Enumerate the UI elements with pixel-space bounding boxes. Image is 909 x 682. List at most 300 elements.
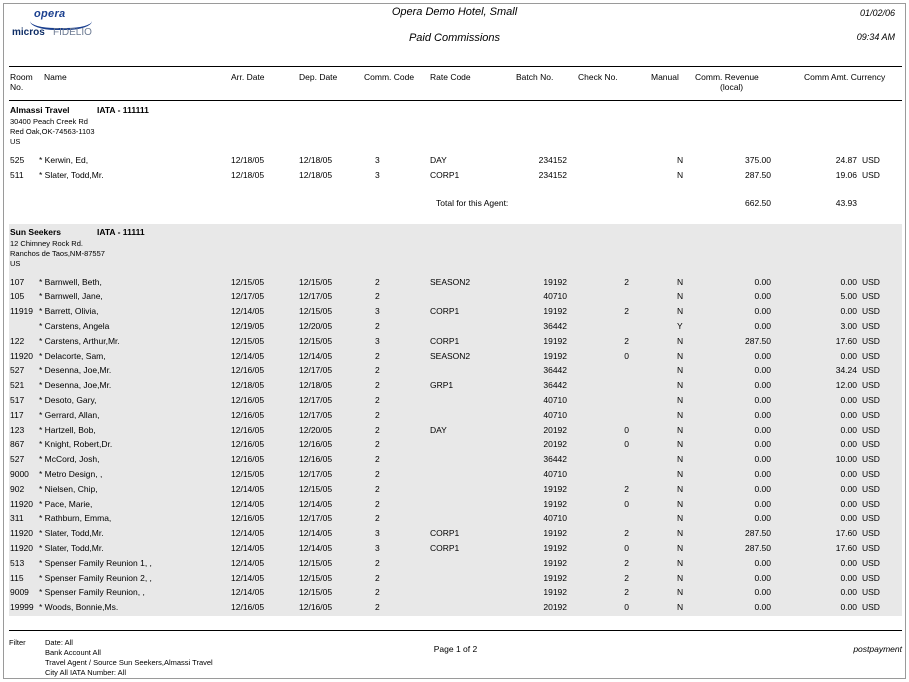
cell-arrival-date: 12/14/05 <box>231 498 265 509</box>
cell-rate-code: DAY <box>430 155 447 165</box>
cell-guest-name: * Metro Design, , <box>39 468 103 479</box>
report-hotel-title: Opera Demo Hotel, Small <box>391 6 518 18</box>
cell-check-no: 0 <box>624 439 629 450</box>
cell-comm-revenue: 0.00 <box>754 439 771 450</box>
cell-currency: USD <box>862 350 880 361</box>
cell-comm-revenue: 0.00 <box>754 483 771 494</box>
cell-batch-no: 19192 <box>543 483 567 494</box>
footer-filter-line: City All IATA Number: All <box>45 668 126 677</box>
cell-departure-date: 12/15/05 <box>299 557 333 568</box>
cell-room-no: 527 <box>10 365 25 376</box>
cell-guest-name: * Desenna, Joe,Mr. <box>39 365 112 376</box>
cell-guest-name: * Kerwin, Ed, <box>39 155 89 165</box>
cell-currency: USD <box>862 439 880 450</box>
cell-departure-date: 12/20/05 <box>299 320 333 331</box>
cell-arrival-date: 12/14/05 <box>231 542 265 553</box>
table-row[interactable] <box>9 350 902 365</box>
cell-arrival-date: 12/18/05 <box>231 169 265 180</box>
cell-comm-amount: 3.00 <box>840 320 857 331</box>
cell-currency: USD <box>862 557 880 568</box>
cell-comm-code: 2 <box>375 454 380 465</box>
cell-arrival-date: 12/18/05 <box>231 155 265 165</box>
table-row[interactable] <box>9 276 902 291</box>
cell-batch-no: 40710 <box>543 291 567 302</box>
table-row[interactable] <box>9 290 902 305</box>
cell-manual: N <box>677 169 684 180</box>
cell-manual: N <box>677 528 684 539</box>
cell-comm-amount: 0.00 <box>840 424 857 435</box>
cell-comm-amount: 12.00 <box>835 380 857 391</box>
cell-room-no: 115 <box>10 572 24 583</box>
cell-comm-amount: 0.00 <box>840 409 857 420</box>
cell-currency: USD <box>862 306 880 317</box>
cell-departure-date: 12/20/05 <box>299 424 333 435</box>
cell-currency: USD <box>862 468 880 479</box>
cell-manual: N <box>677 306 684 317</box>
cell-comm-amount: 17.60 <box>835 542 857 553</box>
table-row[interactable] <box>9 154 902 169</box>
cell-comm-revenue: 0.00 <box>754 454 771 465</box>
cell-departure-date: 12/16/05 <box>299 439 333 450</box>
cell-comm-code: 2 <box>375 424 380 435</box>
footer-filter-line: Bank Account All <box>45 648 101 657</box>
cell-manual: N <box>677 350 684 361</box>
cell-comm-revenue: 0.00 <box>754 394 771 405</box>
cell-comm-code: 2 <box>375 498 380 509</box>
cell-currency: USD <box>862 276 880 287</box>
agent-address-line: 30400 Peach Creek Rd <box>10 117 88 126</box>
cell-arrival-date: 12/14/05 <box>231 587 265 598</box>
table-row[interactable] <box>9 409 902 424</box>
cell-batch-no: 19192 <box>543 587 567 598</box>
cell-comm-amount: 0.00 <box>840 439 857 450</box>
cell-currency: USD <box>862 380 880 391</box>
cell-comm-revenue: 0.00 <box>754 424 771 435</box>
cell-batch-no: 19192 <box>543 572 567 583</box>
cell-check-no: 2 <box>624 335 629 346</box>
cell-arrival-date: 12/16/05 <box>231 365 265 376</box>
cell-room-no: 517 <box>10 394 25 405</box>
footer-divider <box>9 630 902 631</box>
cell-manual: N <box>677 542 684 553</box>
cell-rate-code: CORP1 <box>430 542 460 553</box>
table-row[interactable] <box>9 305 902 320</box>
cell-batch-no: 36442 <box>543 454 567 465</box>
cell-comm-code: 2 <box>375 468 380 479</box>
cell-departure-date: 12/17/05 <box>299 291 333 302</box>
cell-comm-code: 3 <box>375 528 380 539</box>
cell-currency: USD <box>862 454 880 465</box>
cell-guest-name: * Gerrard, Allan, <box>39 409 100 420</box>
cell-room-no: 527 <box>10 454 25 465</box>
cell-comm-revenue: 0.00 <box>754 291 771 302</box>
cell-guest-name: * Barrett, Olivia, <box>39 306 99 317</box>
cell-guest-name: * Spenser Family Reunion 2, , <box>39 572 152 583</box>
cell-room-no: 117 <box>10 409 24 420</box>
table-row[interactable] <box>9 394 902 409</box>
cell-room-no: 11919 <box>10 306 34 317</box>
agent-total-revenue: 662.50 <box>745 197 771 208</box>
cell-comm-code: 2 <box>375 394 380 405</box>
cell-arrival-date: 12/17/05 <box>231 291 265 302</box>
cell-manual: N <box>677 602 684 613</box>
cell-comm-revenue: 0.00 <box>754 602 771 613</box>
cell-batch-no: 40710 <box>543 394 567 405</box>
cell-arrival-date: 12/14/05 <box>231 572 265 583</box>
cell-manual: N <box>677 439 684 450</box>
cell-guest-name: * Spenser Family Reunion, , <box>39 587 145 598</box>
cell-comm-code: 3 <box>375 335 380 346</box>
cell-check-no: 2 <box>624 587 629 598</box>
cell-guest-name: * Pace, Marie, <box>39 498 93 509</box>
table-row[interactable] <box>9 320 902 335</box>
cell-comm-code: 2 <box>375 572 380 583</box>
cell-departure-date: 12/15/05 <box>299 335 333 346</box>
cell-room-no: 525 <box>10 155 25 165</box>
table-row[interactable] <box>9 586 902 601</box>
cell-batch-no: 40710 <box>543 468 567 479</box>
cell-comm-revenue: 375.00 <box>745 155 771 165</box>
table-row[interactable] <box>9 601 902 616</box>
cell-room-no: 513 <box>10 557 25 568</box>
agent-name: Sun Seekers <box>10 226 62 237</box>
report-sheet <box>3 3 906 679</box>
cell-comm-revenue: 287.50 <box>745 335 771 346</box>
header-divider-top <box>9 66 902 67</box>
cell-manual: N <box>677 409 684 420</box>
cell-comm-code: 3 <box>375 542 380 553</box>
agent-name: Almassi Travel <box>10 105 70 115</box>
cell-departure-date: 12/17/05 <box>299 409 333 420</box>
cell-comm-code: 2 <box>375 483 380 494</box>
cell-comm-revenue: 0.00 <box>754 587 771 598</box>
cell-manual: N <box>677 155 684 165</box>
footer-report-name: postpayment <box>853 644 902 654</box>
col-header-comm-code: Comm. Code <box>364 72 415 82</box>
cell-manual: N <box>677 291 684 302</box>
cell-room-no: 107 <box>10 276 25 287</box>
cell-currency: USD <box>862 572 880 583</box>
cell-rate-code: CORP1 <box>430 169 460 180</box>
cell-comm-amount: 0.00 <box>840 306 857 317</box>
group-gap <box>9 216 902 224</box>
footer-filter-line: Travel Agent / Source Sun Seekers,Almassi Travel <box>45 658 213 667</box>
cell-manual: N <box>677 483 684 494</box>
table-row[interactable] <box>9 572 902 587</box>
footer-filter-line: Date: All <box>45 638 73 647</box>
cell-rate-code: GRP1 <box>430 380 454 391</box>
cell-room-no: 123 <box>10 424 25 435</box>
cell-comm-code: 2 <box>375 291 380 302</box>
cell-room-no: 19999 <box>10 602 34 613</box>
cell-arrival-date: 12/16/05 <box>231 513 265 524</box>
cell-comm-amount: 5.00 <box>840 291 857 302</box>
cell-departure-date: 12/18/05 <box>299 169 333 180</box>
cell-check-no: 2 <box>624 306 629 317</box>
cell-currency: USD <box>862 513 880 524</box>
cell-guest-name: * Slater, Todd,Mr. <box>39 169 104 180</box>
cell-room-no: 11920 <box>10 350 34 361</box>
table-row[interactable] <box>9 498 902 513</box>
cell-guest-name: * Delacorte, Sam, <box>39 350 106 361</box>
table-row[interactable] <box>9 364 902 379</box>
cell-comm-code: 2 <box>375 380 380 391</box>
table-row[interactable] <box>9 169 902 184</box>
cell-arrival-date: 12/16/05 <box>231 424 265 435</box>
cell-arrival-date: 12/16/05 <box>231 454 265 465</box>
cell-manual: N <box>677 454 684 465</box>
table-row[interactable] <box>9 438 902 453</box>
cell-comm-revenue: 287.50 <box>745 528 771 539</box>
cell-manual: N <box>677 513 684 524</box>
cell-manual: N <box>677 335 684 346</box>
cell-rate-code: SEASON2 <box>430 276 471 287</box>
cell-manual: N <box>677 572 684 583</box>
cell-comm-code: 2 <box>375 365 380 376</box>
cell-manual: N <box>677 468 684 479</box>
cell-check-no: 2 <box>624 483 629 494</box>
cell-room-no: 105 <box>10 291 25 302</box>
cell-rate-code: SEASON2 <box>430 350 471 361</box>
cell-guest-name: * Desoto, Gary, <box>39 394 97 405</box>
agent-address-line: Red Oak,OK-74563-1103 <box>10 127 95 136</box>
table-row[interactable] <box>9 379 902 394</box>
cell-room-no: 9009 <box>10 587 29 598</box>
cell-guest-name: * Carstens, Angela <box>39 320 110 331</box>
cell-check-no: 0 <box>624 602 629 613</box>
cell-guest-name: * Barnwell, Jane, <box>39 291 103 302</box>
cell-currency: USD <box>862 320 880 331</box>
cell-room-no: 11920 <box>10 498 34 509</box>
cell-arrival-date: 12/14/05 <box>231 483 265 494</box>
cell-batch-no: 234152 <box>538 155 567 165</box>
agent-header <box>9 102 902 154</box>
cell-comm-code: 2 <box>375 276 380 287</box>
cell-comm-amount: 0.00 <box>840 394 857 405</box>
cell-batch-no: 19192 <box>543 542 567 553</box>
cell-batch-no: 19192 <box>543 306 567 317</box>
cell-arrival-date: 12/18/05 <box>231 380 265 391</box>
cell-departure-date: 12/15/05 <box>299 306 333 317</box>
cell-manual: N <box>677 394 684 405</box>
opera-wordmark: opera <box>34 8 66 20</box>
cell-comm-amount: 24.87 <box>835 155 857 165</box>
col-header-room-1: Room <box>10 72 33 82</box>
table-row[interactable] <box>9 424 902 439</box>
agent-group <box>9 102 902 224</box>
cell-comm-code: 2 <box>375 409 380 420</box>
cell-currency: USD <box>862 155 880 165</box>
cell-guest-name: * Spenser Family Reunion 1, , <box>39 557 152 568</box>
cell-batch-no: 20192 <box>543 439 567 450</box>
cell-comm-code: 3 <box>375 306 380 317</box>
cell-currency: USD <box>862 291 880 302</box>
cell-batch-no: 36442 <box>543 365 567 376</box>
cell-comm-revenue: 0.00 <box>754 320 771 331</box>
cell-manual: N <box>677 365 684 376</box>
cell-comm-code: 2 <box>375 320 380 331</box>
cell-arrival-date: 12/15/05 <box>231 468 265 479</box>
cell-currency: USD <box>862 365 880 376</box>
cell-guest-name: * McCord, Josh, <box>39 454 100 465</box>
cell-arrival-date: 12/14/05 <box>231 350 265 361</box>
cell-check-no: 2 <box>624 528 629 539</box>
cell-departure-date: 12/14/05 <box>299 350 333 361</box>
agent-address-line: Ranchos de Taos,NM-87557 <box>10 248 105 258</box>
col-header-name: Name <box>44 72 67 82</box>
cell-room-no: 902 <box>10 483 25 494</box>
cell-manual: Y <box>677 320 683 331</box>
col-header-comm-revenue: Comm. Revenue <box>695 72 759 82</box>
table-row[interactable] <box>9 468 902 483</box>
cell-comm-amount: 0.00 <box>840 276 857 287</box>
agent-total-amount: 43.93 <box>835 197 857 208</box>
agent-iata: IATA - 11111 <box>97 226 145 237</box>
cell-comm-revenue: 287.50 <box>745 169 771 180</box>
header-divider-bottom <box>9 100 902 101</box>
cell-arrival-date: 12/14/05 <box>231 528 265 539</box>
cell-room-no: 521 <box>10 380 25 391</box>
cell-comm-revenue: 0.00 <box>754 409 771 420</box>
table-row[interactable] <box>9 512 902 527</box>
cell-departure-date: 12/17/05 <box>299 513 333 524</box>
cell-comm-code: 2 <box>375 513 380 524</box>
cell-batch-no: 19192 <box>543 528 567 539</box>
table-row[interactable] <box>9 335 902 350</box>
cell-arrival-date: 12/14/05 <box>231 557 265 568</box>
cell-comm-revenue: 0.00 <box>754 380 771 391</box>
cell-currency: USD <box>862 528 880 539</box>
cell-arrival-date: 12/15/05 <box>231 276 265 287</box>
cell-arrival-date: 12/14/05 <box>231 306 265 317</box>
cell-comm-amount: 0.00 <box>840 350 857 361</box>
cell-currency: USD <box>862 169 880 180</box>
cell-comm-amount: 10.00 <box>835 454 857 465</box>
cell-manual: N <box>677 557 684 568</box>
cell-manual: N <box>677 276 684 287</box>
col-header-comm-amount-currency: Comm Amt. Currency <box>804 72 886 82</box>
cell-check-no: 2 <box>624 572 629 583</box>
cell-comm-amount: 34.24 <box>835 365 857 376</box>
cell-manual: N <box>677 424 684 435</box>
cell-room-no: 11920 <box>10 542 34 553</box>
cell-rate-code: CORP1 <box>430 306 460 317</box>
cell-comm-revenue: 287.50 <box>745 542 771 553</box>
cell-departure-date: 12/16/05 <box>299 602 333 613</box>
cell-comm-amount: 19.06 <box>835 169 857 180</box>
agent-address-line: US <box>10 137 21 146</box>
report-subtitle: Paid Commissions <box>408 32 501 44</box>
cell-comm-amount: 17.60 <box>835 335 857 346</box>
report-date: 01/02/06 <box>859 8 895 18</box>
cell-comm-code: 2 <box>375 439 380 450</box>
cell-comm-revenue: 0.00 <box>754 276 771 287</box>
cell-guest-name: * Hartzell, Bob, <box>39 424 96 435</box>
col-header-comm-revenue-local: (local) <box>720 82 744 92</box>
cell-comm-revenue: 0.00 <box>754 350 771 361</box>
cell-batch-no: 19192 <box>543 335 567 346</box>
report-time: 09:34 AM <box>856 32 895 42</box>
cell-check-no: 2 <box>624 557 629 568</box>
cell-comm-amount: 0.00 <box>840 572 857 583</box>
table-row[interactable] <box>9 527 902 542</box>
agent-address-line: 12 Chimney Rock Rd. <box>10 238 83 248</box>
cell-guest-name: * Desenna, Joe,Mr. <box>39 380 112 391</box>
cell-room-no: 867 <box>10 439 25 450</box>
table-row[interactable] <box>9 557 902 572</box>
agent-iata: IATA - 111111 <box>97 105 149 115</box>
cell-batch-no: 19192 <box>543 276 567 287</box>
cell-room-no: 122 <box>10 335 25 346</box>
cell-comm-code: 2 <box>375 602 380 613</box>
cell-departure-date: 12/18/05 <box>299 155 333 165</box>
col-header-manual: Manual <box>651 72 679 82</box>
table-row[interactable] <box>9 453 902 468</box>
cell-guest-name: * Slater, Todd,Mr. <box>39 528 104 539</box>
cell-comm-code: 3 <box>375 169 380 180</box>
cell-rate-code: DAY <box>430 424 447 435</box>
cell-guest-name: * Nielsen, Chip, <box>39 483 98 494</box>
cell-comm-amount: 0.00 <box>840 483 857 494</box>
cell-currency: USD <box>862 483 880 494</box>
cell-rate-code: CORP1 <box>430 335 460 346</box>
cell-guest-name: * Carstens, Arthur,Mr. <box>39 335 120 346</box>
agent-total-label: Total for this Agent: <box>436 197 509 208</box>
cell-room-no: 311 <box>10 513 24 524</box>
cell-departure-date: 12/15/05 <box>299 483 333 494</box>
cell-arrival-date: 12/19/05 <box>231 320 265 331</box>
cell-check-no: 0 <box>624 350 629 361</box>
total-spacer <box>9 184 902 196</box>
cell-room-no: 511 <box>10 169 24 180</box>
cell-departure-date: 12/17/05 <box>299 468 333 479</box>
cell-arrival-date: 12/16/05 <box>231 409 265 420</box>
cell-manual: N <box>677 587 684 598</box>
agent-address-line: US <box>10 258 21 268</box>
cell-batch-no: 36442 <box>543 320 567 331</box>
cell-comm-revenue: 0.00 <box>754 513 771 524</box>
table-row[interactable] <box>9 542 902 557</box>
footer-filter-label: Filter <box>9 638 26 647</box>
cell-room-no: 9000 <box>10 468 29 479</box>
cell-comm-amount: 0.00 <box>840 513 857 524</box>
cell-comm-revenue: 0.00 <box>754 572 771 583</box>
cell-check-no: 2 <box>624 276 629 287</box>
cell-comm-revenue: 0.00 <box>754 306 771 317</box>
col-header-batch-no: Batch No. <box>516 72 554 82</box>
cell-departure-date: 12/15/05 <box>299 276 333 287</box>
cell-comm-code: 2 <box>375 557 380 568</box>
cell-comm-code: 2 <box>375 587 380 598</box>
cell-departure-date: 12/14/05 <box>299 542 333 553</box>
cell-comm-code: 2 <box>375 350 380 361</box>
footer-page-number: Page 1 of 2 <box>433 644 478 654</box>
cell-guest-name: * Knight, Robert,Dr. <box>39 439 113 450</box>
cell-manual: N <box>677 380 684 391</box>
cell-batch-no: 19192 <box>543 350 567 361</box>
table-row[interactable] <box>9 483 902 498</box>
cell-manual: N <box>677 498 684 509</box>
cell-batch-no: 20192 <box>543 424 567 435</box>
cell-departure-date: 12/17/05 <box>299 365 333 376</box>
cell-batch-no: 19192 <box>543 557 567 568</box>
cell-currency: USD <box>862 409 880 420</box>
cell-batch-no: 40710 <box>543 409 567 420</box>
cell-departure-date: 12/14/05 <box>299 498 333 509</box>
cell-currency: USD <box>862 424 880 435</box>
cell-guest-name: * Woods, Bonnie,Ms. <box>39 602 119 613</box>
cell-currency: USD <box>862 394 880 405</box>
